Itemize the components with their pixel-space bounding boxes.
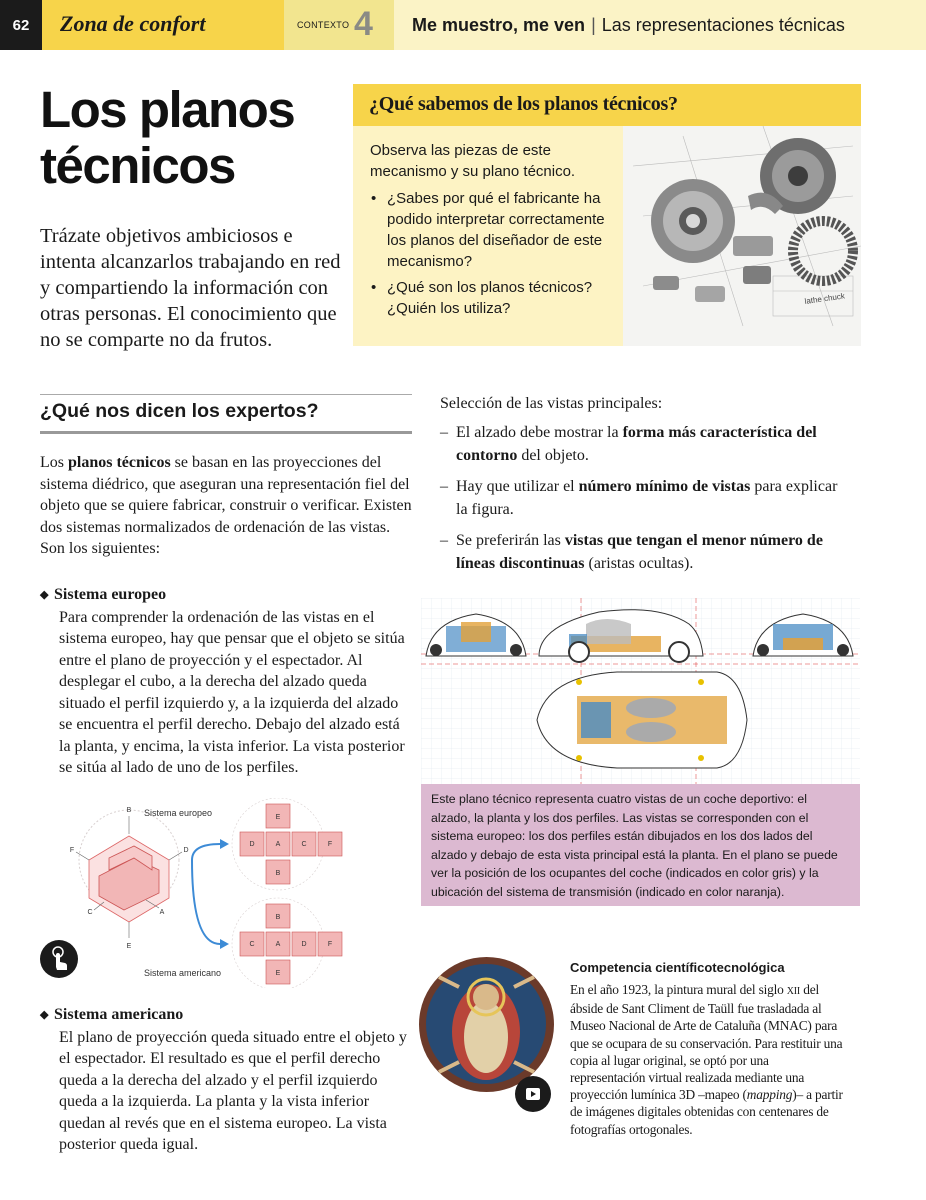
views-selection-item [440, 421, 840, 467]
know-box-question: • ¿Qué son los planos técnicos? ¿Quién los utiliza? [370, 277, 615, 319]
item-text: del objeto. [517, 447, 589, 464]
lathe-chuck-illustration [623, 126, 861, 346]
competencia-text-part: del ábside de Sant Climent de Taüll fue trasladada al Museo Nacional de Arte de Cataluña (MNAC) para que se ocupara de su conservación. Para restituir una copia al lugar original, se optó por una representación virtual realizada mediante una proyección lumínica 3D –mapeo ( [570, 982, 843, 1103]
views-selection-list [440, 421, 840, 575]
view-letter: F [327, 941, 333, 948]
page-title-line1: Los planos [40, 81, 295, 138]
unit-title-bold: Me muestro, me ven [412, 15, 586, 35]
projection-systems-diagram [64, 798, 364, 988]
item-text: Hay que utilizar el [456, 478, 579, 495]
sistema-europeo-title-row [40, 584, 412, 607]
know-box-question: • ¿Sabes por qué el fabricante ha podido interpretar correctamente los planos del diseñador de este mecanismo? [370, 188, 615, 272]
car-technical-drawing [421, 598, 860, 784]
views-selection [440, 392, 840, 583]
page-title-line2: técnicos [40, 137, 235, 194]
sistema-europeo-title: Sistema europeo [54, 586, 167, 603]
unit-title [394, 0, 926, 50]
view-letter: E [275, 970, 281, 977]
view-letter: A [275, 841, 281, 848]
experts-heading: ¿Qué nos dicen los expertos? [40, 400, 319, 422]
item-bold: vistas que tengan el menor número de líneas discontinuas [456, 532, 823, 572]
competencia-text-part: En el año 1923, la pintura mural del siglo [570, 982, 787, 997]
pantocrator-mural-illustration [419, 957, 554, 1092]
cube-letter: C [87, 909, 93, 916]
page-title [40, 82, 340, 194]
sistema-europeo-text: Para comprender la ordenación de las vistas en el sistema europeo, hay que pensar que el objeto se sitúa entre el plano de proyección y el espectador. Al desplegar el cubo, a la derecha del alzado queda situado el perfil izquierdo y, a la izquierda del alzado se encuentra el perfil derecho. Debajo del alzado está la planta, y encima, la vista inferior. La vista posterior se sitúa al lado de uno de los perfiles. [59, 608, 405, 776]
unit-title-separator: | [591, 15, 596, 35]
views-selection-intro: Selección de las vistas principales: [440, 395, 663, 412]
experts-text-bold: planos técnicos [68, 454, 171, 471]
diamond-bullet-icon: ◆ [40, 589, 49, 601]
car-caption: Este plano técnico representa cuatro vistas de un coche deportivo: el alzado, la planta y los dos perfiles. Las vistas se corresponden con el sistema europeo: los dos perfiles están dibujados en los dos lados del alzado y debajo de esta vista principal está la planta. En el plano se puede ver la posición de los ocupantes del coche (indicados en color gris) y la ubicación del sistema de transmisión (indicado en color naranja). [421, 784, 860, 906]
sistema-americano-section [40, 1004, 412, 1156]
cube-letter: E [126, 943, 132, 950]
know-box-text [370, 140, 615, 324]
century-small-caps: XII [786, 986, 801, 997]
cube-letter: F [69, 847, 75, 854]
item-text: (aristas ocultas). [584, 555, 694, 572]
view-letter: C [249, 941, 255, 948]
view-letter: E [275, 814, 281, 821]
cube-letter: D [183, 847, 189, 854]
competencia-text [570, 981, 845, 1138]
lathe-chuck-label: lathe chuck [804, 291, 846, 306]
lathe-chuck-photo [623, 126, 861, 346]
mural-photo [419, 957, 554, 1092]
context-label: CONTEXTO [297, 20, 350, 30]
cube-letter: A [159, 909, 165, 916]
sistema-americano-title: Sistema americano [54, 1006, 184, 1023]
view-letter: F [327, 841, 333, 848]
label-sistema-europeo: Sistema europeo [144, 808, 213, 818]
competencia-heading: Competencia científicotecnológica [570, 960, 785, 975]
competencia-text-part: )– a partir de imágenes digitales obtenidas con centenares de fotografías ortogonales. [570, 1087, 843, 1137]
know-box-lead: Observa las piezas de este mecanismo y su plano técnico. [370, 142, 576, 180]
sistema-europeo-section [40, 584, 412, 779]
context-number: 4 [354, 5, 373, 43]
cube-letter: B [126, 807, 132, 814]
car-plan-view [537, 672, 747, 768]
play-video-icon[interactable] [515, 1076, 551, 1112]
views-selection-item [440, 475, 840, 521]
item-text: para explicar la figura. [456, 478, 838, 518]
view-letter: B [275, 870, 281, 877]
sistema-americano-title-row [40, 1004, 412, 1027]
experts-text-end: se basan en las proyecciones del sistema diédrico, que aseguran una representación fiel del objeto que se quiere fabricar, construir o verificar. Existen dos sistemas normalizados de ordenación de las vistas. Son los siguientes: [40, 454, 412, 557]
context-badge [284, 0, 394, 50]
view-letter: D [249, 841, 255, 848]
experts-rule-top [40, 394, 412, 395]
page-header [0, 0, 926, 50]
hand-touch-icon[interactable] [40, 940, 78, 978]
view-letter: B [275, 914, 281, 921]
page-number: 62 [0, 0, 42, 50]
item-text: Se preferirán las [456, 532, 565, 549]
intro-paragraph: Trázate objetivos ambiciosos e intenta alcanzarlos trabajando en red y compartiendo la información con otras personas. El conocimiento que no se comparte no da frutos. [40, 225, 341, 351]
car-views-svg [421, 598, 860, 784]
know-box [353, 84, 861, 346]
label-sistema-americano: Sistema americano [144, 968, 222, 978]
mapping-term: mapping [746, 1087, 793, 1103]
play-triangle-icon [525, 1086, 541, 1102]
projection-diagram-svg [64, 798, 364, 988]
experts-text-start: Los [40, 454, 68, 471]
item-bold: número mínimo de vistas [578, 478, 751, 495]
view-letter: D [301, 941, 307, 948]
experts-paragraph [40, 452, 412, 560]
experts-rule-bottom [40, 431, 412, 434]
sistema-americano-text: El plano de proyección queda situado entre el objeto y el espectador. El resultado es que el perfil derecho queda a la derecha del alzado y el perfil izquierdo queda a la izquierda. La planta y la vista inferior quedan al revés que en el sistema europeo. La vista posterior queda igual. [59, 1028, 407, 1153]
item-text: El alzado debe mostrar la [456, 424, 623, 441]
hand-touch-icon-glyph [40, 940, 78, 978]
item-bold: forma más característica del contorno [456, 424, 817, 464]
views-selection-item [440, 529, 840, 575]
view-letter: A [275, 941, 281, 948]
section-name: Zona de confort [42, 0, 284, 50]
unit-title-rest: Las representaciones técnicas [601, 15, 845, 35]
diamond-bullet-icon: ◆ [40, 1009, 49, 1021]
view-letter: C [301, 841, 307, 848]
know-box-heading: ¿Qué sabemos de los planos técnicos? [353, 84, 861, 126]
know-box-questions [370, 188, 615, 319]
